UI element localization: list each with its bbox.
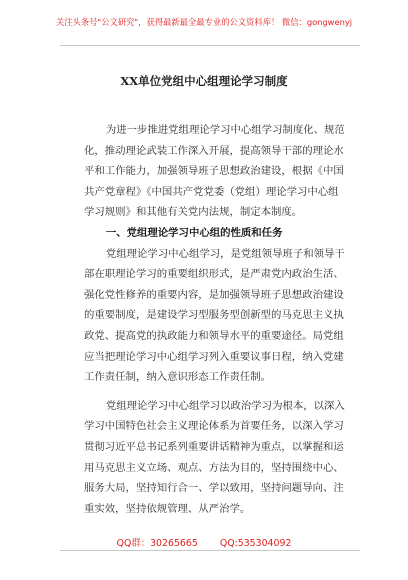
section-heading: 一、党组理论学习中心组的性质和任务: [105, 226, 283, 239]
text-line: 学习规则》和其他有关党内法规，制定本制度。: [84, 206, 303, 219]
qq-number-text: QQ:535304092: [219, 538, 292, 549]
text-line: 为进一步推进党组理论学习中心组学习制度化、规范: [105, 124, 345, 136]
text-line: 党组理论学习中心组学习以政治学习为根本，以深入: [105, 399, 345, 412]
text-line: 党组理论学习中心组学习，是党组领导班子和领导干: [105, 247, 345, 260]
section-paragraph: [84, 396, 345, 520]
header-promo-note: 关注头条号"公文研究"，获得最新最全最专业的公文资料库！ 微信：gongwenyj: [55, 17, 353, 27]
document-body: [84, 120, 345, 527]
text-line: 强化党性修养的重要内容，是加强领导班子思想政治建设: [84, 288, 344, 301]
text-line: 化，推动理论武装工作深入开展，提高领导干部的理论水: [84, 144, 344, 157]
text-line: 的重要制度，是建设学习型服务型创新型的马克思主义执: [84, 309, 344, 322]
document-title: XX单位党组中心组理论学习制度: [120, 74, 288, 88]
text-line: 工作责任制，纳入意识形态工作责任制。: [84, 371, 272, 384]
text-line: 部在职理论学习的重要组织形式，是严肃党内政治生活、: [84, 268, 344, 281]
text-line: 用马克思主义立场、观点、方法为目的，坚持围绕中心、: [84, 461, 344, 474]
text-line: 应当把理论学习中心组学习列入重要议事日程，纳入党建: [84, 350, 344, 363]
text-line: 学习中国特色社会主义理论体系为首要任务，以深入学习: [84, 420, 344, 433]
text-line: 重实效，坚持依规管理、从严治学。: [84, 502, 251, 515]
footer-contact: [0, 535, 408, 549]
qq-group-text: QQ群：30265665: [116, 538, 198, 549]
text-line: 政党、提高党的执政能力和领导水平的重要途径。局党组: [84, 329, 344, 342]
text-line: 服务大局，坚持知行合一、学以致用，坚持问题导向、注: [84, 482, 344, 495]
text-line: 共产党章程》《中国共产党党委（党组）理论学习中心组: [84, 185, 339, 198]
text-line: 平和工作能力，加强领导班子思想政治建设，根据《中国: [84, 165, 344, 178]
header-divider: [60, 45, 360, 46]
text-line: 贯彻习近平总书记系列重要讲话精神为重点，以掌握和运: [84, 440, 344, 453]
section-paragraph: [84, 244, 345, 388]
intro-paragraph: [84, 120, 345, 223]
footer-divider: [60, 550, 360, 551]
